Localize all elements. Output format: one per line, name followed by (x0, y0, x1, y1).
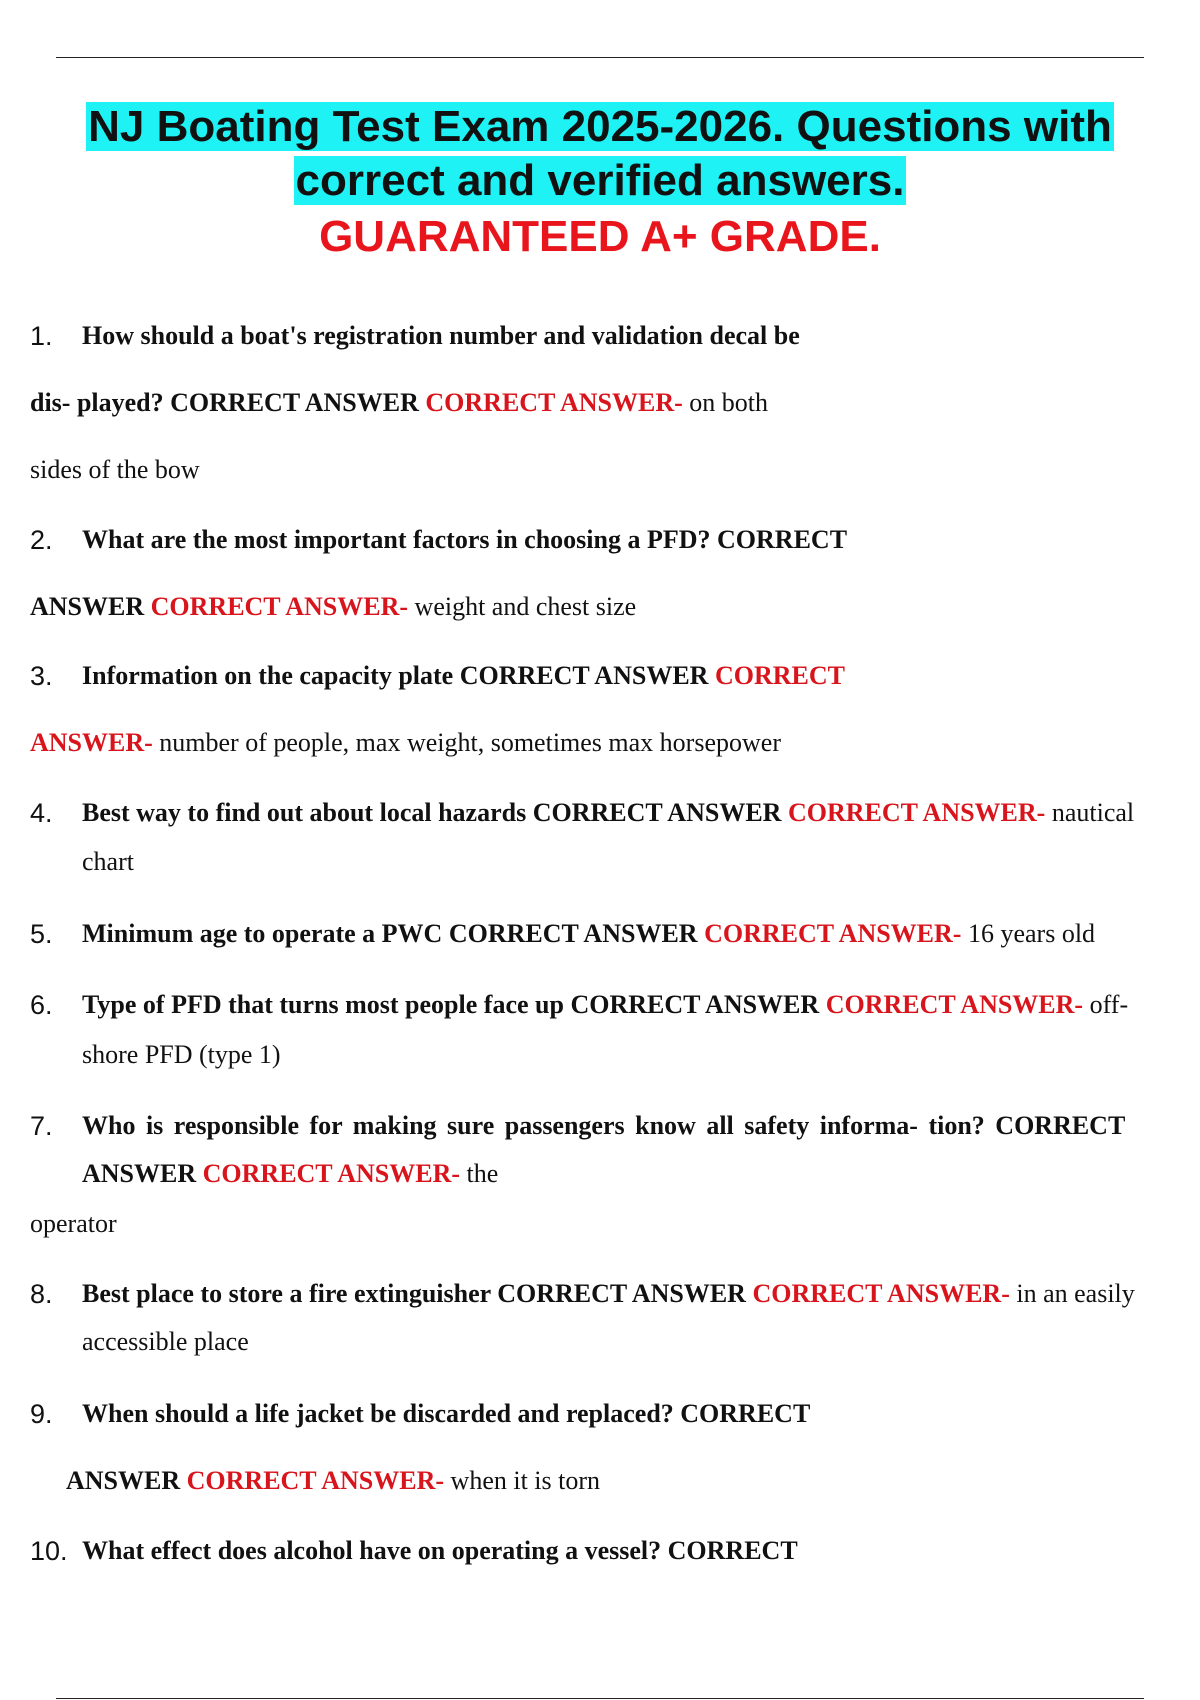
answer-text: 16 years old (961, 919, 1096, 948)
question-number: 5. (30, 919, 53, 949)
question-text: Best place to store a fire extinguisher CORRECT ANSWER (82, 1279, 753, 1308)
correct-answer-label: CORRECT ANSWER- (186, 1466, 445, 1495)
correct-answer-label: CORRECT ANSWER- (787, 798, 1046, 827)
answer-text: the (460, 1159, 499, 1188)
question-text: What are the most important factors in choosing a PFD? CORRECT (82, 525, 848, 554)
question-number: 6. (30, 990, 53, 1020)
correct-answer-label: CORRECT (714, 661, 845, 690)
answer-text: sides of the bow (30, 455, 200, 484)
question-number: 10. (30, 1536, 68, 1566)
answer-text: number of people, max weight, sometimes max horsepower (152, 728, 781, 757)
question-text: ANSWER (82, 1159, 203, 1188)
page-title-line2: correct and verified answers. (295, 156, 905, 205)
question-number: 1. (30, 321, 53, 351)
correct-answer-label: CORRECT ANSWER- (752, 1279, 1010, 1308)
answer-text: on both (682, 388, 769, 417)
question-number: 7. (30, 1111, 53, 1141)
bottom-rule (56, 1698, 1144, 1699)
correct-answer-label: CORRECT ANSWER- (425, 388, 683, 417)
correct-answer-label: CORRECT ANSWER- (202, 1159, 461, 1188)
question-text: Information on the capacity plate CORRECT ANSWER (82, 661, 715, 690)
question-number: 8. (30, 1279, 53, 1309)
question-text: Minimum age to operate a PWC CORRECT ANSWER (82, 919, 705, 948)
question-text: Best way to find out about local hazards CORRECT ANSWER (82, 798, 788, 827)
answer-text: chart (82, 847, 134, 876)
answer-text: nautical (1045, 798, 1135, 827)
top-rule (56, 57, 1144, 58)
question-text: dis- played? CORRECT ANSWER (30, 388, 426, 417)
question-number: 3. (30, 661, 53, 691)
grade-banner: GUARANTEED A+ GRADE. (319, 212, 881, 261)
answer-text: shore PFD (type 1) (82, 1040, 281, 1069)
question-text: How should a boat's registration number and validation decal be (82, 321, 800, 350)
answer-text: in an easily (1009, 1279, 1135, 1308)
question-text: ANSWER (30, 592, 151, 621)
answer-text: weight and chest size (408, 592, 637, 621)
page-title-line1: NJ Boating Test Exam 2025-2026. Questions with (88, 102, 1112, 151)
answer-text: when it is torn (444, 1466, 601, 1495)
correct-answer-label: CORRECT ANSWER- (150, 592, 409, 621)
question-text: When should a life jacket be discarded and replaced? CORRECT (82, 1399, 811, 1428)
question-number: 2. (30, 525, 53, 555)
question-text: What effect does alcohol have on operating a vessel? CORRECT (82, 1536, 798, 1565)
question-text: Who is responsible for making sure passengers know all safety informa- tion? CORRECT (82, 1111, 1126, 1140)
question-text: Type of PFD that turns most people face up CORRECT ANSWER (82, 990, 826, 1019)
correct-answer-label: CORRECT ANSWER- (825, 990, 1084, 1019)
correct-answer-label: CORRECT ANSWER- (704, 919, 962, 948)
question-number: 4. (30, 798, 53, 828)
answer-text: accessible place (82, 1327, 249, 1356)
correct-answer-label: ANSWER- (30, 728, 153, 757)
question-number: 9. (30, 1399, 53, 1429)
answer-text: operator (30, 1209, 117, 1238)
question-text: ANSWER (66, 1466, 187, 1495)
answer-text: off- (1083, 990, 1129, 1019)
